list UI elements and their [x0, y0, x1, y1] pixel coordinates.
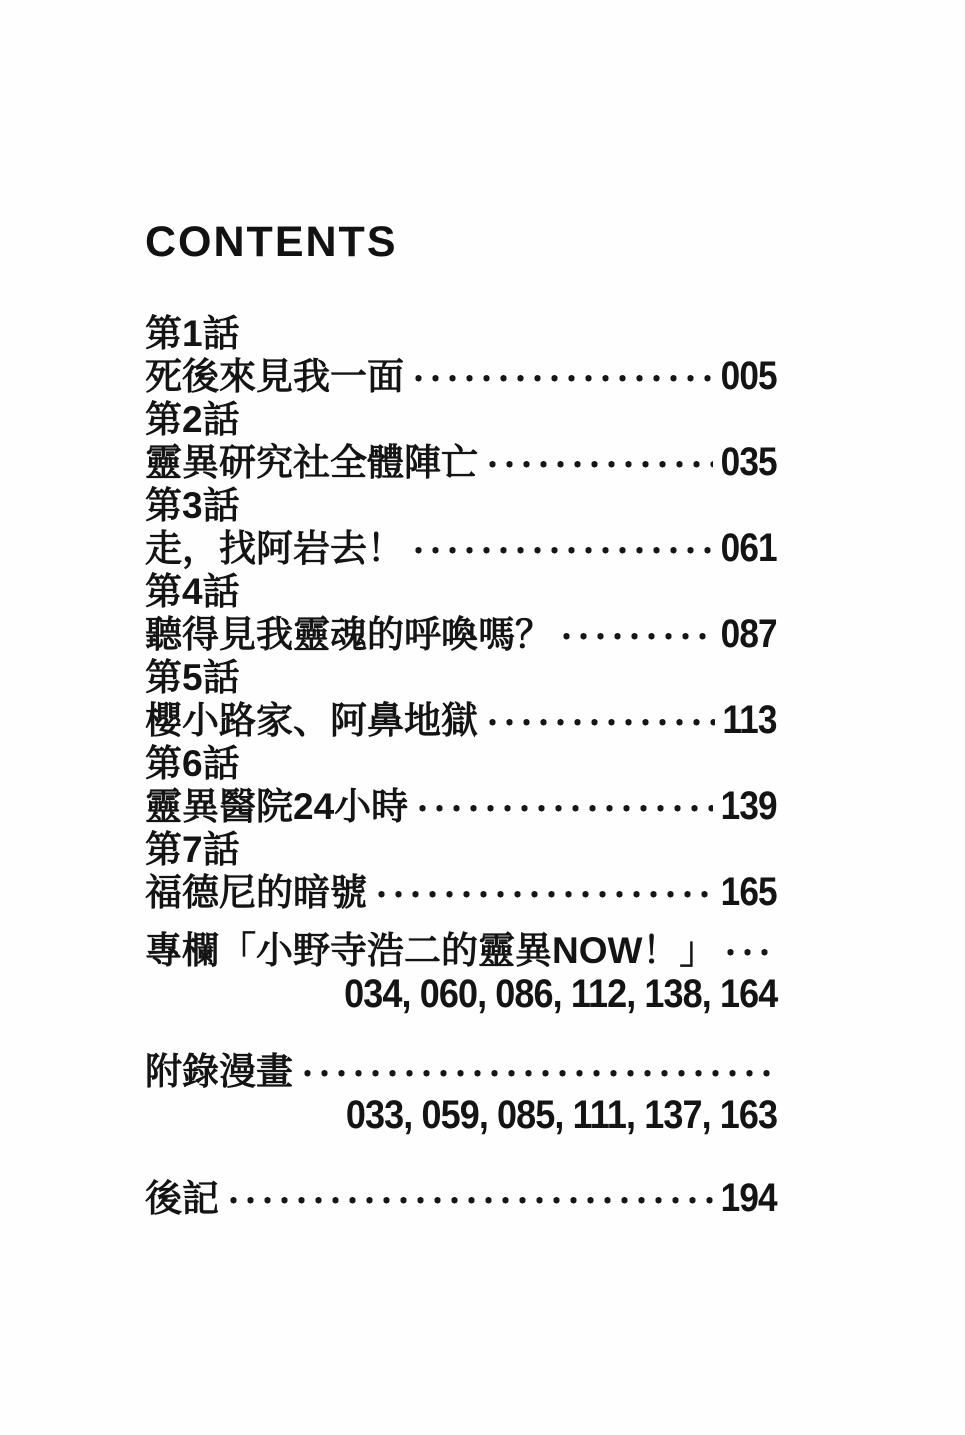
- chapter-title: 福德尼的暗號: [145, 872, 367, 913]
- dot-leader: [722, 929, 777, 972]
- chapter-title: 聽得見我靈魂的呼喚嗎？: [145, 614, 552, 655]
- chapter-page-number: 005: [720, 354, 777, 398]
- chapter-entry: [145, 742, 777, 828]
- chapter-entry: [145, 484, 777, 570]
- chapter-number-label: 第2話: [145, 399, 240, 440]
- chapter-number-label: 第4話: [145, 571, 240, 612]
- dot-leader: [410, 527, 713, 570]
- dot-leader: [558, 613, 713, 656]
- chapter-title: 走，找阿岩去！: [145, 528, 404, 569]
- chapter-row: [145, 441, 777, 484]
- afterword-entry: [145, 1177, 777, 1220]
- extra-title: 附錄漫畫: [145, 1051, 293, 1092]
- dot-leader: [225, 1177, 713, 1220]
- chapter-number-label: 第3話: [145, 485, 240, 526]
- chapter-page-number: 087: [720, 612, 777, 656]
- chapter-entry: [145, 656, 777, 742]
- chapter-number-label: 第5話: [145, 657, 240, 698]
- chapter-row: [145, 699, 777, 742]
- chapter-entry: [145, 828, 777, 914]
- chapter-title: 靈異醫院24小時: [145, 786, 409, 827]
- dot-leader: [373, 871, 713, 914]
- extra-row: [145, 929, 777, 972]
- extra-page-numbers: 034, 060, 086, 112, 138, 164: [343, 972, 777, 1016]
- dot-leader: [299, 1050, 777, 1093]
- extra-pages: [145, 1093, 777, 1137]
- chapter-row: [145, 355, 777, 398]
- afterword-title: 後記: [145, 1178, 219, 1219]
- chapter-page-number: 035: [720, 440, 777, 484]
- extra-pages: [145, 972, 777, 1016]
- chapter-row: [145, 527, 777, 570]
- chapter-entry: [145, 312, 777, 398]
- afterword-row: [145, 1177, 777, 1220]
- chapter-title: 死後來見我一面: [145, 356, 404, 397]
- extra-entry-column: [145, 929, 777, 1016]
- chapter-entry: [145, 398, 777, 484]
- chapter-page-number: 061: [720, 526, 777, 570]
- chapter-title: 靈異研究社全體陣亡: [145, 442, 478, 483]
- dot-leader: [410, 355, 713, 398]
- dot-leader: [484, 699, 715, 742]
- extra-entry-bonus-manga: [145, 1050, 777, 1137]
- chapter-title: 櫻小路家、阿鼻地獄: [145, 700, 478, 741]
- chapter-number-label: 第6話: [145, 743, 240, 784]
- chapter-page-number: 139: [720, 784, 777, 828]
- chapter-list: [145, 312, 777, 914]
- extra-page-numbers: 033, 059, 085, 111, 137, 163: [345, 1093, 777, 1137]
- toc-content: [145, 220, 777, 1220]
- page-title: CONTENTS: [145, 218, 398, 266]
- chapter-page-number: 165: [720, 870, 777, 914]
- extra-row: [145, 1050, 777, 1093]
- chapter-entry: [145, 570, 777, 656]
- extra-title: 專欄「小野寺浩二的靈異NOW！」: [145, 930, 717, 971]
- chapter-number-label: 第7話: [145, 829, 240, 870]
- chapter-row: [145, 871, 777, 914]
- chapter-number-label: 第1話: [145, 313, 240, 354]
- chapter-page-number: 113: [722, 698, 777, 742]
- dot-leader: [414, 785, 713, 828]
- afterword-page-number: 194: [720, 1176, 777, 1220]
- chapter-row: [145, 613, 777, 656]
- chapter-row: [145, 785, 777, 828]
- dot-leader: [484, 441, 713, 484]
